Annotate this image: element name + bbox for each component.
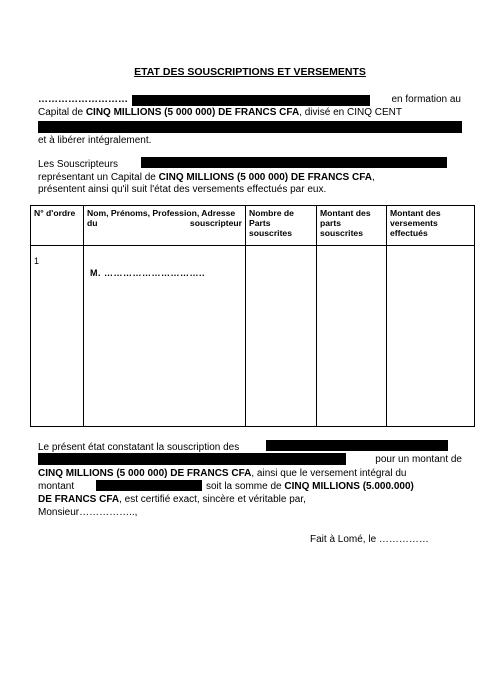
- row-shares-count: [246, 246, 317, 427]
- amount-bold: CINQ MILLIONS (5.000.000): [284, 481, 414, 492]
- capital-amount-bold-2: CINQ MILLIONS (5 000 000) DE FRANCS CFA: [158, 172, 373, 183]
- row-payments: [387, 246, 475, 427]
- redacted-line-2: [38, 453, 346, 465]
- col-header-shares-count: Nombre de Parts souscrites: [246, 206, 317, 246]
- col-header-subscriber: Nom, Prénoms, Profession, Adresse du souscripteur: [84, 206, 246, 246]
- p1-line4: et à libérer intégralement.: [38, 135, 152, 146]
- redacted-block: [132, 95, 370, 106]
- document-title: ETAT DES SOUSCRIPTIONS ET VERSEMENTS: [134, 66, 366, 78]
- p3-line6: Monsieur……………..,: [38, 507, 138, 518]
- p3-line3: [38, 467, 406, 480]
- redacted-subscribers: [141, 157, 447, 168]
- p3-line4-start: montant: [38, 481, 75, 492]
- redacted-shares: [266, 440, 448, 451]
- col-header-order-number: N° d'ordre: [31, 206, 84, 246]
- p3-line4: [206, 480, 414, 493]
- p2-line2-end: ,: [372, 172, 375, 183]
- p2-line2-start: représentant un Capital de: [38, 172, 159, 183]
- p1-line2-end: , divisé en CINQ CENT: [299, 107, 402, 118]
- p2-line3: présentent ainsi qu'il suit l'état des versements effectués par eux.: [38, 184, 327, 195]
- redacted-amount: [96, 480, 202, 491]
- place-date: Fait à Lomé, le ……………: [310, 534, 429, 545]
- currency-bold: DE FRANCS CFA: [38, 494, 120, 505]
- col-header-payments: Montant des versements effectués: [387, 206, 475, 246]
- capital-amount-bold-3: CINQ MILLIONS (5 000 000) DE FRANCS CFA: [38, 468, 252, 479]
- p2-line1: Les Souscripteurs: [38, 159, 119, 170]
- p3-line4-mid: soit la somme de: [206, 481, 285, 492]
- p1-line2-start: Capital de: [38, 107, 86, 118]
- subscriptions-table: [30, 205, 475, 427]
- col-header-shares-amount: Montant des parts souscrites: [317, 206, 387, 246]
- p3-line3-end: , ainsi que le versement intégral du: [251, 468, 407, 479]
- p1-line1-end: en formation au: [391, 94, 461, 105]
- p3-line2-end: pour un montant de: [375, 454, 462, 465]
- row-shares-amount: [317, 246, 387, 427]
- p3-line1: Le présent état constatant la souscription des: [38, 442, 240, 453]
- row-order-number: 1: [31, 246, 84, 427]
- capital-amount-bold: CINQ MILLIONS (5 000 000) DE FRANCS CFA: [85, 107, 300, 118]
- table-row: [31, 246, 475, 427]
- row-subscriber-name: [84, 246, 246, 427]
- redacted-line: [38, 121, 462, 133]
- p3-line5: [38, 493, 306, 506]
- p3-line5-end: , est certifié exact, sincère et véritable par,: [119, 494, 306, 505]
- table-header-row: [31, 206, 475, 246]
- p1-line2: [38, 106, 402, 119]
- company-name-placeholder: ………………………: [38, 94, 128, 105]
- subscriber-name-text: M. …………………………..: [90, 268, 205, 278]
